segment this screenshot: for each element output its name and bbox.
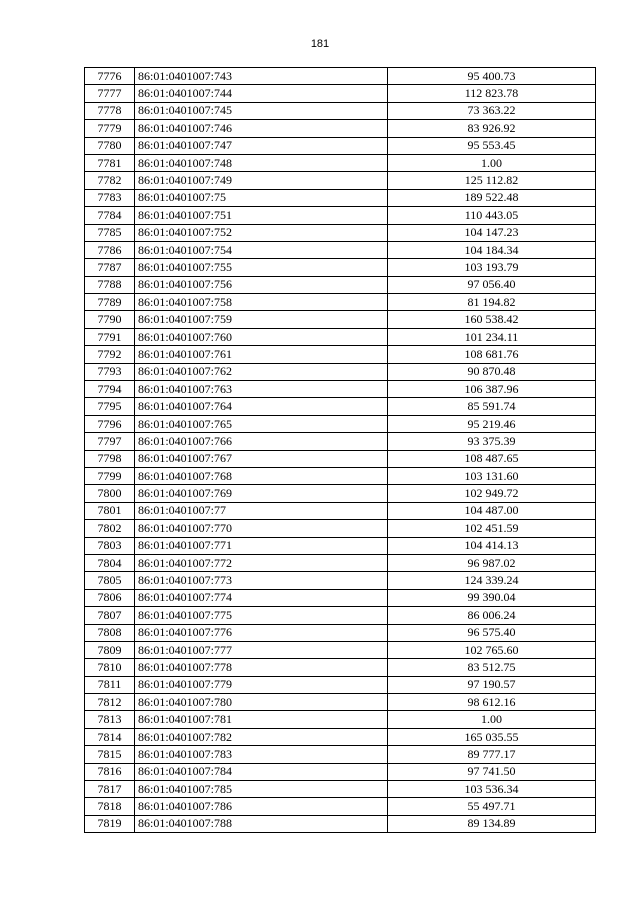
cadastral-number-cell: 86:01:0401007:778 (135, 659, 388, 676)
table-body (85, 68, 596, 833)
cadastral-number-cell: 86:01:0401007:774 (135, 589, 388, 606)
row-number-cell: 7797 (85, 433, 135, 450)
table-row (85, 120, 596, 137)
value-cell: 97 056.40 (388, 276, 596, 293)
row-number-cell: 7795 (85, 398, 135, 415)
table-row (85, 728, 596, 745)
row-number-cell: 7815 (85, 746, 135, 763)
table-row (85, 589, 596, 606)
cadastral-number-cell: 86:01:0401007:752 (135, 224, 388, 241)
row-number-cell: 7792 (85, 346, 135, 363)
value-cell: 102 765.60 (388, 641, 596, 658)
row-number-cell: 7783 (85, 189, 135, 206)
row-number-cell: 7788 (85, 276, 135, 293)
value-cell: 97 741.50 (388, 763, 596, 780)
value-cell: 102 949.72 (388, 485, 596, 502)
value-cell: 83 926.92 (388, 120, 596, 137)
table-row (85, 241, 596, 258)
row-number-cell: 7793 (85, 363, 135, 380)
table-row (85, 554, 596, 571)
table-row (85, 311, 596, 328)
value-cell: 86 006.24 (388, 607, 596, 624)
row-number-cell: 7814 (85, 728, 135, 745)
table-row (85, 415, 596, 432)
table-row (85, 433, 596, 450)
page-number: 181 (310, 38, 330, 50)
row-number-cell: 7802 (85, 520, 135, 537)
value-cell: 93 375.39 (388, 433, 596, 450)
table-row (85, 381, 596, 398)
cadastral-number-cell: 86:01:0401007:754 (135, 241, 388, 258)
value-cell: 95 553.45 (388, 137, 596, 154)
row-number-cell: 7798 (85, 450, 135, 467)
value-cell: 55 497.71 (388, 798, 596, 815)
value-cell: 96 987.02 (388, 554, 596, 571)
table-row (85, 207, 596, 224)
cadastral-number-cell: 86:01:0401007:762 (135, 363, 388, 380)
row-number-cell: 7800 (85, 485, 135, 502)
table-row (85, 746, 596, 763)
cadastral-number-cell: 86:01:0401007:771 (135, 537, 388, 554)
row-number-cell: 7801 (85, 502, 135, 519)
table-row (85, 781, 596, 798)
row-number-cell: 7816 (85, 763, 135, 780)
value-cell: 98 612.16 (388, 694, 596, 711)
row-number-cell: 7799 (85, 467, 135, 484)
row-number-cell: 7808 (85, 624, 135, 641)
table-row (85, 450, 596, 467)
value-cell: 112 823.78 (388, 85, 596, 102)
value-cell: 73 363.22 (388, 102, 596, 119)
row-number-cell: 7794 (85, 381, 135, 398)
table-row (85, 537, 596, 554)
cadastral-number-cell: 86:01:0401007:756 (135, 276, 388, 293)
cadastral-number-cell: 86:01:0401007:743 (135, 68, 388, 85)
table-row (85, 607, 596, 624)
cadastral-number-cell: 86:01:0401007:748 (135, 154, 388, 171)
value-cell: 99 390.04 (388, 589, 596, 606)
value-cell: 104 147.23 (388, 224, 596, 241)
cadastral-number-cell: 86:01:0401007:777 (135, 641, 388, 658)
cadastral-number-cell: 86:01:0401007:760 (135, 328, 388, 345)
cadastral-number-cell: 86:01:0401007:75 (135, 189, 388, 206)
value-cell: 90 870.48 (388, 363, 596, 380)
cadastral-number-cell: 86:01:0401007:77 (135, 502, 388, 519)
row-number-cell: 7787 (85, 259, 135, 276)
table-row (85, 815, 596, 832)
cadastral-number-cell: 86:01:0401007:764 (135, 398, 388, 415)
cadastral-number-cell: 86:01:0401007:770 (135, 520, 388, 537)
row-number-cell: 7804 (85, 554, 135, 571)
table-row (85, 763, 596, 780)
row-number-cell: 7811 (85, 676, 135, 693)
cadastral-number-cell: 86:01:0401007:776 (135, 624, 388, 641)
value-cell: 103 131.60 (388, 467, 596, 484)
value-cell: 1.00 (388, 154, 596, 171)
cadastral-number-cell: 86:01:0401007:788 (135, 815, 388, 832)
row-number-cell: 7784 (85, 207, 135, 224)
cadastral-number-cell: 86:01:0401007:755 (135, 259, 388, 276)
cadastral-number-cell: 86:01:0401007:785 (135, 781, 388, 798)
cadastral-number-cell: 86:01:0401007:767 (135, 450, 388, 467)
value-cell: 125 112.82 (388, 172, 596, 189)
value-cell: 104 414.13 (388, 537, 596, 554)
value-cell: 97 190.57 (388, 676, 596, 693)
table-row (85, 694, 596, 711)
value-cell: 1.00 (388, 711, 596, 728)
cadastral-number-cell: 86:01:0401007:779 (135, 676, 388, 693)
cadastral-number-cell: 86:01:0401007:744 (135, 85, 388, 102)
value-cell: 95 219.46 (388, 415, 596, 432)
row-number-cell: 7776 (85, 68, 135, 85)
table-row (85, 224, 596, 241)
table-row (85, 363, 596, 380)
table-row (85, 294, 596, 311)
value-cell: 89 134.89 (388, 815, 596, 832)
row-number-cell: 7806 (85, 589, 135, 606)
cadastral-number-cell: 86:01:0401007:768 (135, 467, 388, 484)
cadastral-number-cell: 86:01:0401007:758 (135, 294, 388, 311)
value-cell: 106 387.96 (388, 381, 596, 398)
cadastral-number-cell: 86:01:0401007:780 (135, 694, 388, 711)
row-number-cell: 7785 (85, 224, 135, 241)
table-row (85, 68, 596, 85)
row-number-cell: 7803 (85, 537, 135, 554)
cadastral-number-cell: 86:01:0401007:759 (135, 311, 388, 328)
row-number-cell: 7780 (85, 137, 135, 154)
table-row (85, 641, 596, 658)
row-number-cell: 7778 (85, 102, 135, 119)
value-cell: 85 591.74 (388, 398, 596, 415)
row-number-cell: 7810 (85, 659, 135, 676)
row-number-cell: 7809 (85, 641, 135, 658)
row-number-cell: 7818 (85, 798, 135, 815)
row-number-cell: 7781 (85, 154, 135, 171)
table-row (85, 85, 596, 102)
table-row (85, 276, 596, 293)
row-number-cell: 7805 (85, 572, 135, 589)
table-row (85, 189, 596, 206)
table-row (85, 467, 596, 484)
value-cell: 83 512.75 (388, 659, 596, 676)
value-cell: 108 487.65 (388, 450, 596, 467)
table-row (85, 346, 596, 363)
cadastral-number-cell: 86:01:0401007:763 (135, 381, 388, 398)
value-cell: 104 184.34 (388, 241, 596, 258)
value-cell: 165 035.55 (388, 728, 596, 745)
row-number-cell: 7807 (85, 607, 135, 624)
value-cell: 160 538.42 (388, 311, 596, 328)
value-cell: 89 777.17 (388, 746, 596, 763)
cadastral-number-cell: 86:01:0401007:783 (135, 746, 388, 763)
cadastral-number-cell: 86:01:0401007:747 (135, 137, 388, 154)
table-row (85, 798, 596, 815)
cadastral-number-cell: 86:01:0401007:772 (135, 554, 388, 571)
table-row (85, 102, 596, 119)
row-number-cell: 7817 (85, 781, 135, 798)
table-row (85, 398, 596, 415)
value-cell: 95 400.73 (388, 68, 596, 85)
row-number-cell: 7790 (85, 311, 135, 328)
cadastral-number-cell: 86:01:0401007:781 (135, 711, 388, 728)
row-number-cell: 7786 (85, 241, 135, 258)
table-row (85, 624, 596, 641)
table-row (85, 711, 596, 728)
cadastral-number-cell: 86:01:0401007:773 (135, 572, 388, 589)
cadastral-number-cell: 86:01:0401007:765 (135, 415, 388, 432)
cadastral-number-cell: 86:01:0401007:784 (135, 763, 388, 780)
cadastral-number-cell: 86:01:0401007:745 (135, 102, 388, 119)
table-row (85, 172, 596, 189)
cadastral-number-cell: 86:01:0401007:746 (135, 120, 388, 137)
value-cell: 81 194.82 (388, 294, 596, 311)
cadastral-number-cell: 86:01:0401007:786 (135, 798, 388, 815)
value-cell: 108 681.76 (388, 346, 596, 363)
value-cell: 124 339.24 (388, 572, 596, 589)
value-cell: 103 193.79 (388, 259, 596, 276)
value-cell: 189 522.48 (388, 189, 596, 206)
value-cell: 102 451.59 (388, 520, 596, 537)
table-row (85, 137, 596, 154)
value-cell: 110 443.05 (388, 207, 596, 224)
table-row (85, 676, 596, 693)
value-cell: 103 536.34 (388, 781, 596, 798)
table-row (85, 572, 596, 589)
row-number-cell: 7789 (85, 294, 135, 311)
cadastral-number-cell: 86:01:0401007:782 (135, 728, 388, 745)
table-row (85, 485, 596, 502)
cadastral-number-cell: 86:01:0401007:761 (135, 346, 388, 363)
row-number-cell: 7777 (85, 85, 135, 102)
cadastral-number-cell: 86:01:0401007:751 (135, 207, 388, 224)
row-number-cell: 7812 (85, 694, 135, 711)
value-cell: 104 487.00 (388, 502, 596, 519)
cadastral-number-cell: 86:01:0401007:775 (135, 607, 388, 624)
table-row (85, 520, 596, 537)
cadastral-number-cell: 86:01:0401007:769 (135, 485, 388, 502)
row-number-cell: 7813 (85, 711, 135, 728)
row-number-cell: 7791 (85, 328, 135, 345)
cadastre-table (84, 67, 596, 833)
row-number-cell: 7779 (85, 120, 135, 137)
cadastral-number-cell: 86:01:0401007:766 (135, 433, 388, 450)
row-number-cell: 7782 (85, 172, 135, 189)
row-number-cell: 7819 (85, 815, 135, 832)
cadastral-number-cell: 86:01:0401007:749 (135, 172, 388, 189)
row-number-cell: 7796 (85, 415, 135, 432)
table-row (85, 154, 596, 171)
table-row (85, 328, 596, 345)
table-row (85, 502, 596, 519)
value-cell: 96 575.40 (388, 624, 596, 641)
table-row (85, 659, 596, 676)
table-row (85, 259, 596, 276)
value-cell: 101 234.11 (388, 328, 596, 345)
